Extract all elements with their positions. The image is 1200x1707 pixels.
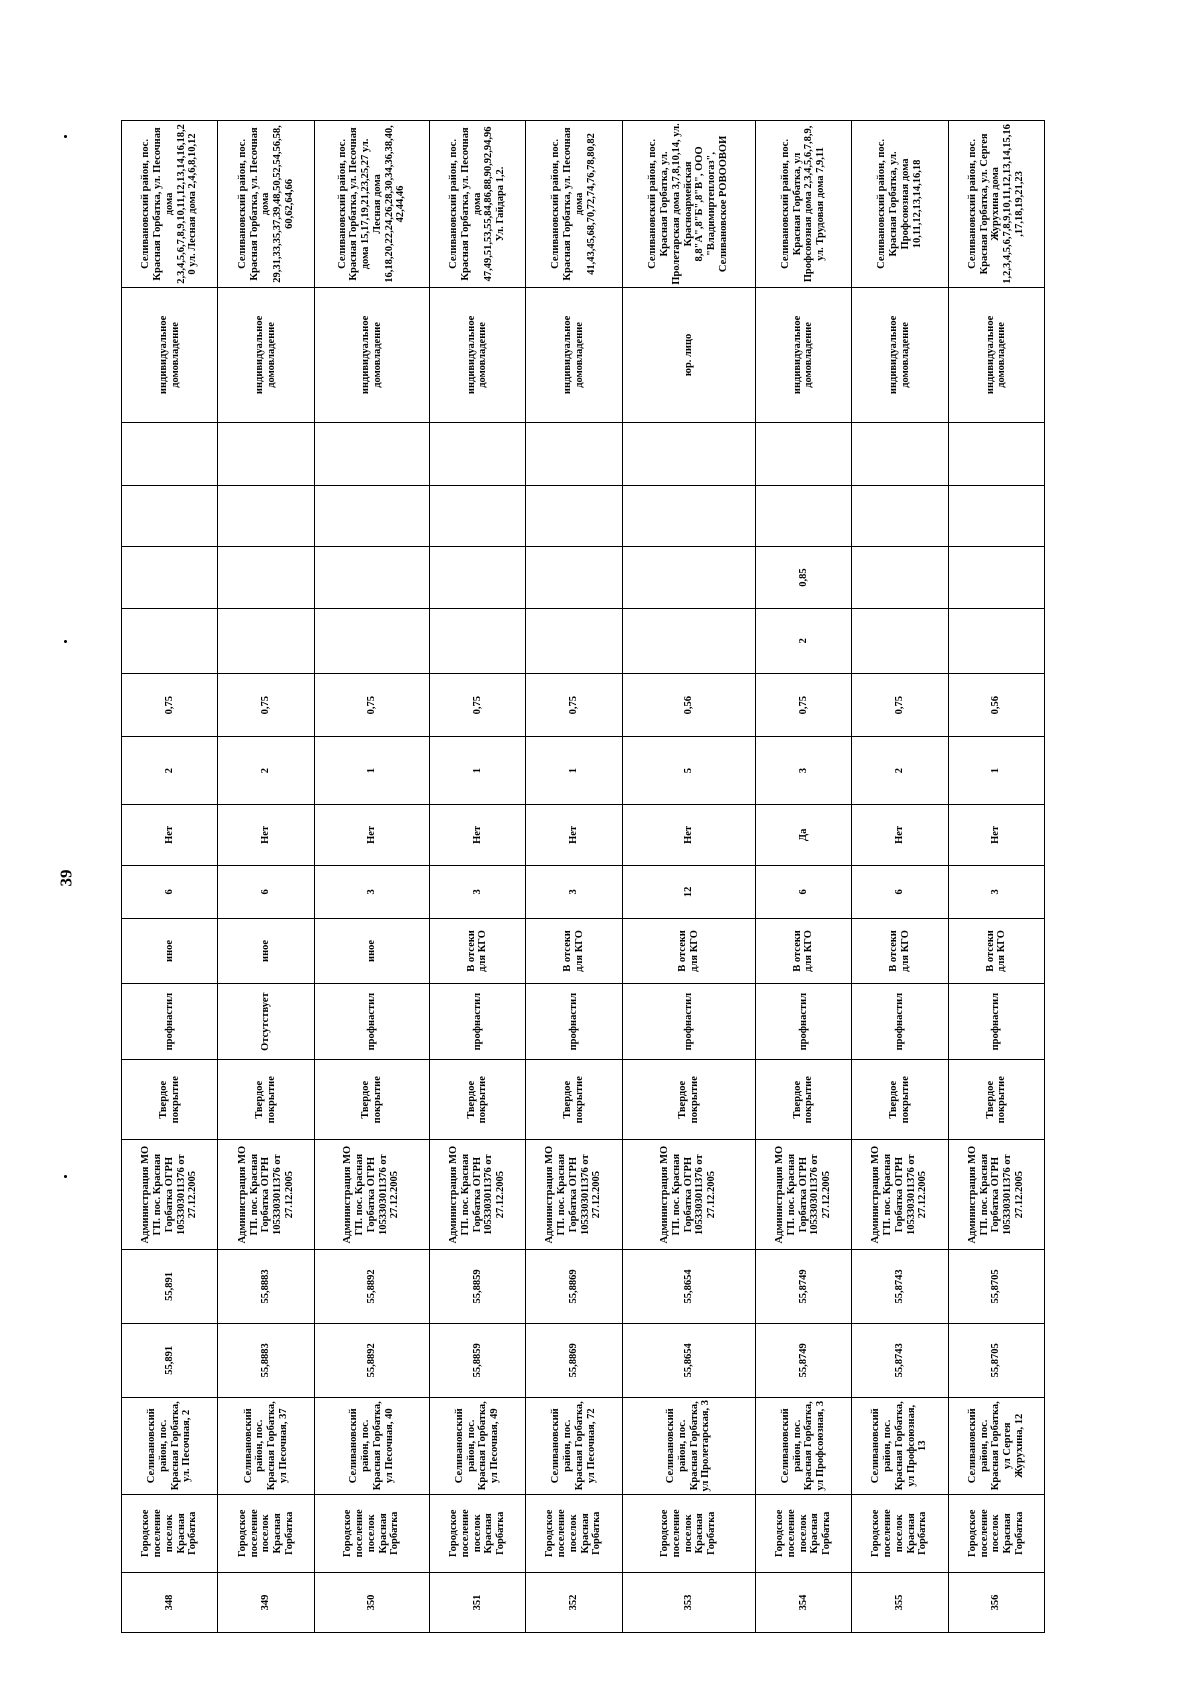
cell-bunker-count <box>314 608 429 673</box>
cell-lon: 55,8892 <box>314 1250 429 1324</box>
cell-settlement: Городское поселение поселок Красная Горбатка <box>755 1494 851 1572</box>
cell-source: юр. лицо <box>622 287 755 422</box>
cell-fence: профнастил <box>948 984 1044 1060</box>
cell-surface: Твердое покрытие <box>314 1060 429 1140</box>
cell-surface: Твердое покрытие <box>852 1060 948 1140</box>
cell-covered: Нет <box>429 804 525 865</box>
cell-settlement: Городское поселение поселок Красная Горбатка <box>852 1494 948 1572</box>
cell-c15 <box>755 486 851 547</box>
cell-volume: 0,75 <box>122 674 218 737</box>
cell-fence: профнастил <box>122 984 218 1060</box>
cell-bunker-volume <box>852 547 948 608</box>
cell-volume: 0,56 <box>948 674 1044 737</box>
cell-fence: профнастил <box>314 984 429 1060</box>
cell-covered: Нет <box>948 804 1044 865</box>
cell-c15 <box>122 486 218 547</box>
cell-type: В отсеки для КГО <box>852 918 948 983</box>
cell-lon: 55,8749 <box>755 1250 851 1324</box>
cell-address: Селивановский район, пос. Красная Горбатка, ул Песочная, 49 <box>429 1397 525 1494</box>
scan-dot <box>64 1175 67 1178</box>
cell-lat: 55,8654 <box>622 1323 755 1397</box>
cell-bunker-count <box>852 608 948 673</box>
cell-owner: Администрация МО ГП. пос. Красная Горбатка ОГРН 1053303011376 от 27.12.2005 <box>218 1140 314 1250</box>
cell-num: 350 <box>314 1572 429 1632</box>
cell-address: Селивановский район, пос. Красная Горбатка, ул Сергея Журухина, 12 <box>948 1397 1044 1494</box>
cell-c15 <box>429 486 525 547</box>
cell-num: 351 <box>429 1572 525 1632</box>
cell-bunker-volume <box>526 547 622 608</box>
cell-volume: 0,75 <box>314 674 429 737</box>
cell-owner: Администрация МО ГП. пос. Красная Горбатка ОГРН 1053303011376 от 27.12.2005 <box>314 1140 429 1250</box>
cell-address: Селивановский район, пос. Красная Горбатка, ул Пролетарская, 3 <box>622 1397 755 1494</box>
cell-area: 6 <box>122 866 218 919</box>
cell-volume: 0,75 <box>218 674 314 737</box>
cell-type: иное <box>122 918 218 983</box>
cell-containers: 1 <box>948 737 1044 805</box>
cell-lat: 55,8743 <box>852 1323 948 1397</box>
scan-dot <box>64 640 67 643</box>
cell-containers: 2 <box>122 737 218 805</box>
cell-bunker-volume <box>429 547 525 608</box>
cell-settlement: Городское поселение поселок Красная Горбатка <box>622 1494 755 1572</box>
cell-lon: 55,8705 <box>948 1250 1044 1324</box>
cell-c15 <box>852 486 948 547</box>
cell-lat: 55,8749 <box>755 1323 851 1397</box>
cell-c16 <box>622 422 755 485</box>
cell-type: В отсеки для КГО <box>429 918 525 983</box>
cell-surface: Твердое покрытие <box>429 1060 525 1140</box>
cell-containers: 1 <box>314 737 429 805</box>
cell-source: индивидуальное домовладение <box>314 287 429 422</box>
cell-address: Селивановский район, пос. Красная Горбатка, ул Песочная, 72 <box>526 1397 622 1494</box>
cell-bunker-count <box>526 608 622 673</box>
table-row <box>948 121 1044 1633</box>
page-number: 39 <box>56 869 76 887</box>
cell-c16 <box>852 422 948 485</box>
cell-volume: 0,75 <box>429 674 525 737</box>
cell-bunker-count: 2 <box>755 608 851 673</box>
cell-owner: Администрация МО ГП. пос. Красная Горбатка ОГРН 1053303011376 от 27.12.2005 <box>526 1140 622 1250</box>
cell-address: Селивановский район, пос. Красная Горбатка, ул Профсоюзная, 3 <box>755 1397 851 1494</box>
cell-settlement: Городское поселение поселок Красная Горбатка <box>218 1494 314 1572</box>
cell-c15 <box>218 486 314 547</box>
cell-containers: 5 <box>622 737 755 805</box>
cell-bunker-count <box>622 608 755 673</box>
cell-fence: профнастил <box>429 984 525 1060</box>
cell-served: Селивановский район, пос. Красная Горбатка, ул. Пролетарская дома 3,7,8,10,14, ул. Красноармейская 8,8"А",8"Б",8"В", ООО "Владимиртеплогаз", Селивановское РОВООВОИ <box>622 121 755 288</box>
cell-covered: Нет <box>122 804 218 865</box>
cell-owner: Администрация МО ГП. пос. Красная Горбатка ОГРН 1053303011376 от 27.12.2005 <box>429 1140 525 1250</box>
table-row <box>122 121 218 1633</box>
cell-num: 349 <box>218 1572 314 1632</box>
cell-bunker-volume <box>314 547 429 608</box>
cell-volume: 0,75 <box>526 674 622 737</box>
table-row <box>852 121 948 1633</box>
cell-served: Селивановский район, пос. Красная Горбатка, ул. Профсоюзная дома 10,11,12,13,14,16,18 <box>852 121 948 288</box>
scan-dot <box>64 135 67 138</box>
cell-served: Селивановский район, пос. Красная Горбатка, ул. Песочная дома 15,17,19,21,23,25,27 ул. Лесная дома 16,18,20,22,24,26,28,30,34,36,38,40,42,44,46 <box>314 121 429 288</box>
cell-bunker-volume <box>622 547 755 608</box>
cell-bunker-count <box>122 608 218 673</box>
cell-volume: 0,56 <box>622 674 755 737</box>
cell-source: индивидуальное домовладение <box>852 287 948 422</box>
cell-address: Селивановский район, пос. Красная Горбатка, ул Песочная, 37 <box>218 1397 314 1494</box>
cell-type: В отсеки для КГО <box>622 918 755 983</box>
cell-lat: 55,8705 <box>948 1323 1044 1397</box>
cell-num: 355 <box>852 1572 948 1632</box>
cell-served: Селивановский район, пос. Красная Горбатка, ул. Песочная дома 2,3,4,5,6,7,8,9,10,11,12,13,14,16,18,20 ул. Лесная дома 2,4,6,8,10,12 <box>122 121 218 288</box>
cell-fence: профнастил <box>526 984 622 1060</box>
cell-surface: Твердое покрытие <box>755 1060 851 1140</box>
cell-covered: Нет <box>622 804 755 865</box>
cell-fence: Отсутствует <box>218 984 314 1060</box>
waste-sites-table-rotated <box>121 120 1045 1633</box>
cell-num: 352 <box>526 1572 622 1632</box>
cell-settlement: Городское поселение поселок Красная Горбатка <box>429 1494 525 1572</box>
cell-lat: 55,8869 <box>526 1323 622 1397</box>
cell-covered: Нет <box>218 804 314 865</box>
cell-surface: Твердое покрытие <box>526 1060 622 1140</box>
cell-lon: 55,891 <box>122 1250 218 1324</box>
cell-c16 <box>218 422 314 485</box>
cell-type: В отсеки для КГО <box>526 918 622 983</box>
cell-lat: 55,891 <box>122 1323 218 1397</box>
table-row <box>314 121 429 1633</box>
cell-covered: Нет <box>314 804 429 865</box>
cell-bunker-volume <box>218 547 314 608</box>
cell-containers: 3 <box>755 737 851 805</box>
cell-c16 <box>122 422 218 485</box>
cell-served: Селивановский район, пос. Красная Горбатка, ул. Песочная дома 29,31,33,35,37,39,48,50,52,54,56,58,60,62,64,66 <box>218 121 314 288</box>
cell-type: В отсеки для КГО <box>755 918 851 983</box>
cell-c16 <box>526 422 622 485</box>
cell-area: 6 <box>755 866 851 919</box>
cell-served: Селивановский район, пос. Красная Горбатка, ул. Сергея Журухина дома 1,2,3,4,5,6,7,8,9,10,11,12,13,14,15,16,17,18,19,21,23 <box>948 121 1044 288</box>
cell-fence: профнастил <box>622 984 755 1060</box>
cell-source: индивидуальное домовладение <box>755 287 851 422</box>
cell-c15 <box>526 486 622 547</box>
cell-volume: 0,75 <box>755 674 851 737</box>
cell-bunker-volume <box>948 547 1044 608</box>
cell-settlement: Городское поселение поселок Красная Горбатка <box>122 1494 218 1572</box>
cell-area: 6 <box>218 866 314 919</box>
cell-surface: Твердое покрытие <box>948 1060 1044 1140</box>
cell-num: 348 <box>122 1572 218 1632</box>
cell-source: индивидуальное домовладение <box>948 287 1044 422</box>
cell-c15 <box>622 486 755 547</box>
cell-lon: 55,8883 <box>218 1250 314 1324</box>
cell-lon: 55,8859 <box>429 1250 525 1324</box>
cell-volume: 0,75 <box>852 674 948 737</box>
cell-area: 3 <box>429 866 525 919</box>
cell-owner: Администрация МО ГП. пос. Красная Горбатка ОГРН 1053303011376 от 27.12.2005 <box>755 1140 851 1250</box>
cell-bunker-count <box>948 608 1044 673</box>
cell-area: 3 <box>948 866 1044 919</box>
cell-containers: 2 <box>218 737 314 805</box>
cell-num: 354 <box>755 1572 851 1632</box>
cell-served: Селивановский район, пос. Красная Горбатка, ул. Песочная дома 41,43,45,68,70,72,74,76,78,80,82 <box>526 121 622 288</box>
cell-area: 6 <box>852 866 948 919</box>
cell-bunker-count <box>218 608 314 673</box>
cell-settlement: Городское поселение поселок Красная Горбатка <box>314 1494 429 1572</box>
cell-c15 <box>948 486 1044 547</box>
waste-sites-table <box>121 120 1045 1633</box>
cell-containers: 1 <box>526 737 622 805</box>
cell-num: 353 <box>622 1572 755 1632</box>
cell-lat: 55,8883 <box>218 1323 314 1397</box>
cell-containers: 1 <box>429 737 525 805</box>
cell-c16 <box>314 422 429 485</box>
table-row <box>429 121 525 1633</box>
cell-c15 <box>314 486 429 547</box>
cell-fence: профнастил <box>755 984 851 1060</box>
cell-source: индивидуальное домовладение <box>122 287 218 422</box>
table-row <box>622 121 755 1633</box>
cell-surface: Твердое покрытие <box>122 1060 218 1140</box>
cell-containers: 2 <box>852 737 948 805</box>
cell-lon: 55,8654 <box>622 1250 755 1324</box>
cell-type: В отсеки для КГО <box>948 918 1044 983</box>
cell-address: Селивановский район, пос. Красная Горбатка, ул Песочная, 40 <box>314 1397 429 1494</box>
cell-surface: Твердое покрытие <box>622 1060 755 1140</box>
table-row <box>526 121 622 1633</box>
table-row <box>218 121 314 1633</box>
cell-lon: 55,8869 <box>526 1250 622 1324</box>
cell-owner: Администрация МО ГП. пос. Красная Горбатка ОГРН 1053303011376 от 27.12.2005 <box>852 1140 948 1250</box>
cell-source: индивидуальное домовладение <box>429 287 525 422</box>
cell-settlement: Городское поселение поселок Красная Горбатка <box>526 1494 622 1572</box>
cell-c16 <box>948 422 1044 485</box>
cell-served: Селивановский район, пос. Красная Горбатка, ул. Песочная дома 47,49,51,53,55,84,86,88,90,92,94,96 Ул. Гайдара 1,2. <box>429 121 525 288</box>
cell-lon: 55,8743 <box>852 1250 948 1324</box>
cell-type: иное <box>218 918 314 983</box>
cell-type: иное <box>314 918 429 983</box>
cell-surface: Твердое покрытие <box>218 1060 314 1140</box>
cell-lat: 55,8859 <box>429 1323 525 1397</box>
cell-bunker-volume: 0,85 <box>755 547 851 608</box>
cell-owner: Администрация МО ГП. пос. Красная Горбатка ОГРН 1053303011376 от 27.12.2005 <box>948 1140 1044 1250</box>
cell-num: 356 <box>948 1572 1044 1632</box>
cell-bunker-count <box>429 608 525 673</box>
cell-c16 <box>429 422 525 485</box>
cell-source: индивидуальное домовладение <box>218 287 314 422</box>
cell-covered: Да <box>755 804 851 865</box>
cell-owner: Администрация МО ГП. пос. Красная Горбатка ОГРН 1053303011376 от 27.12.2005 <box>122 1140 218 1250</box>
cell-covered: Нет <box>526 804 622 865</box>
cell-settlement: Городское поселение поселок Красная Горбатка <box>948 1494 1044 1572</box>
cell-address: Селивановский район, пос. Красная Горбатка, ул Профсоюзная, 13 <box>852 1397 948 1494</box>
cell-fence: профнастил <box>852 984 948 1060</box>
cell-served: Селивановский район, пос. Красная Горбатка, ул Профсоюзная дома 2,3,4,5,6,7,8,9, ул. Трудовая дома 7,9,11 <box>755 121 851 288</box>
table-row <box>755 121 851 1633</box>
cell-area: 3 <box>314 866 429 919</box>
cell-bunker-volume <box>122 547 218 608</box>
cell-source: индивидуальное домовладение <box>526 287 622 422</box>
cell-owner: Администрация МО ГП. пос. Красная Горбатка ОГРН 1053303011376 от 27.12.2005 <box>622 1140 755 1250</box>
cell-c16 <box>755 422 851 485</box>
cell-area: 12 <box>622 866 755 919</box>
cell-area: 3 <box>526 866 622 919</box>
cell-covered: Нет <box>852 804 948 865</box>
cell-address: Селивановский район, пос. Красная Горбатка, ул. Песочная, 2 <box>122 1397 218 1494</box>
cell-lat: 55,8892 <box>314 1323 429 1397</box>
